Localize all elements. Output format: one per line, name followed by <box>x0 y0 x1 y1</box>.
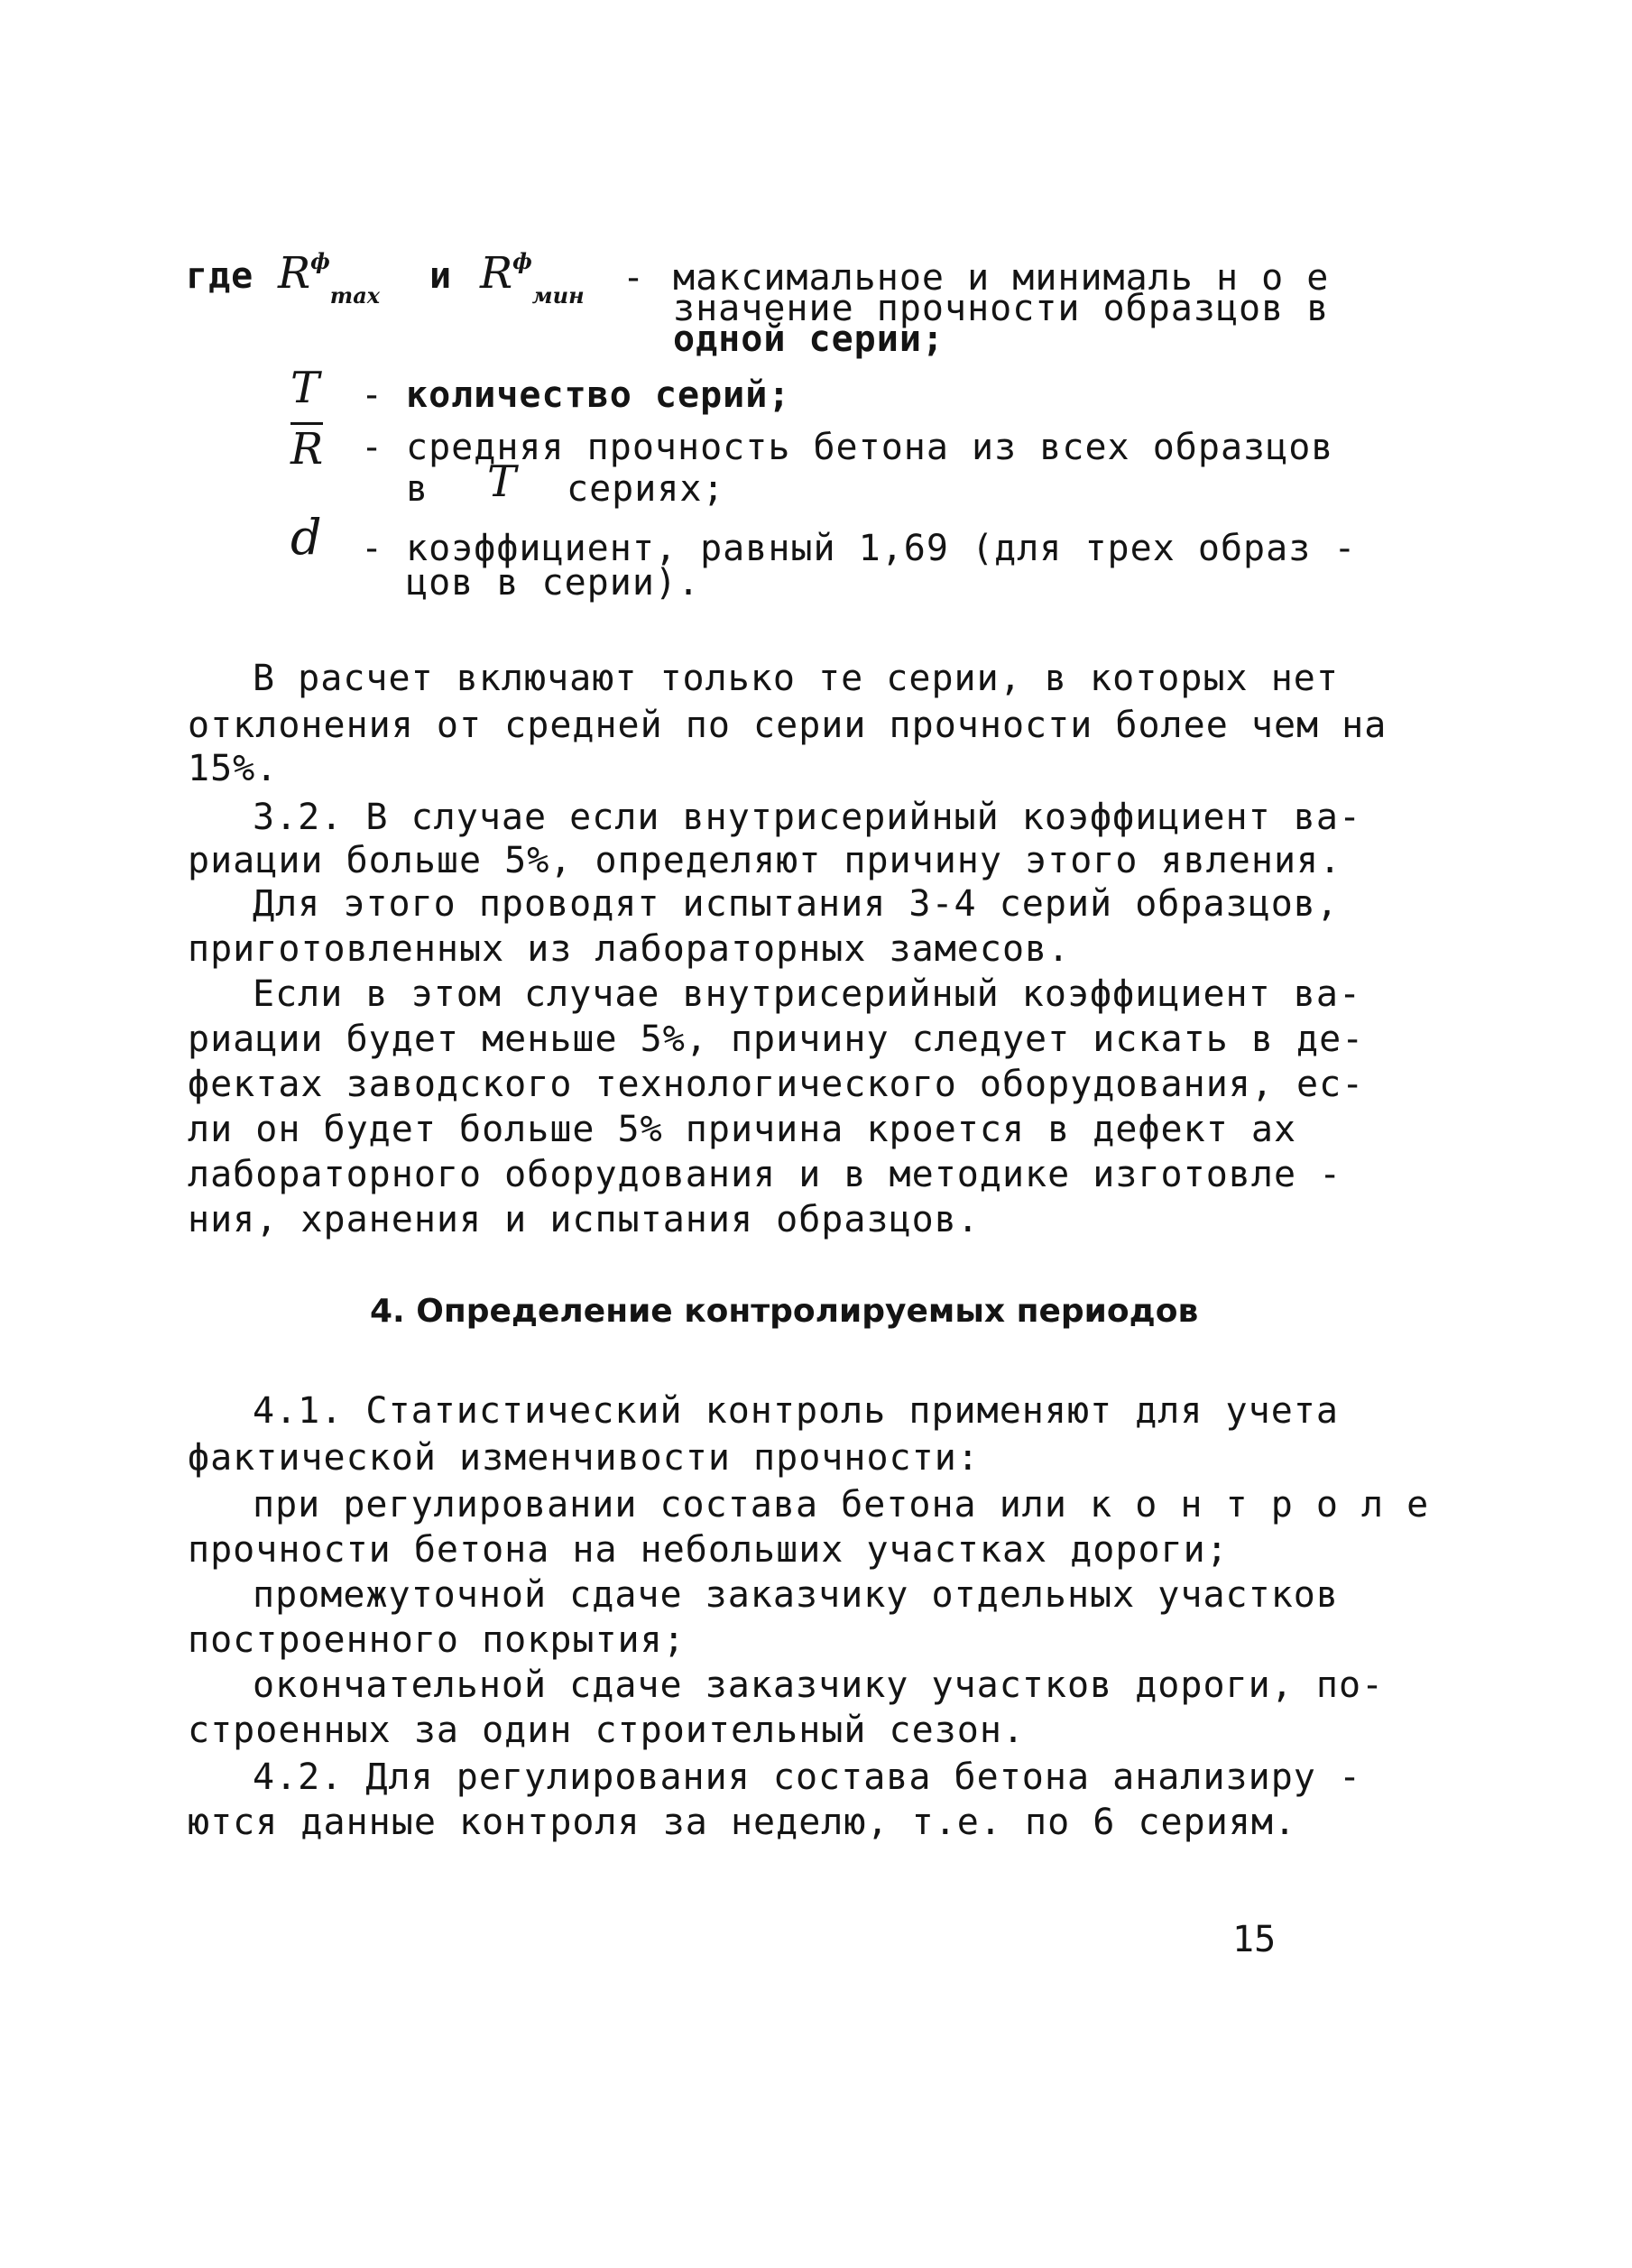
p3-line-2: приготовленных из лабораторных замесов. <box>188 928 1071 970</box>
rbar-line-2-prefix: в <box>406 468 429 510</box>
p41a-line-2: прочности бетона на небольших участках дороги; <box>188 1529 1229 1571</box>
page-number: 15 <box>1232 1919 1277 1960</box>
rmaxmin-line-1: максимальное и минималь н о е <box>673 257 1330 299</box>
p1-line-2: отклонения от средней по серии прочности более чем на <box>188 705 1388 746</box>
r-min-sup: ф <box>512 248 532 274</box>
d-line-2: цов в серии). <box>406 562 701 604</box>
r-min-letter: R <box>480 248 513 299</box>
p4-line-5: лабораторного оборудования и в методике изготовле - <box>188 1154 1342 1195</box>
r-min-sub: мин <box>531 281 585 309</box>
rbar-overline <box>290 422 323 425</box>
p41c-line-1: окончательной сдаче заказчику участков дороги, по- <box>253 1664 1385 1706</box>
section-4-heading: 4. Определение контролируемых периодов <box>370 1293 1199 1330</box>
p41c-line-2: строенных за один строительный сезон. <box>188 1710 1026 1751</box>
rbar-line-2-symbol: T <box>487 456 517 507</box>
p41b-line-1: промежуточной сдаче заказчику отдельных участков <box>253 1574 1339 1616</box>
p1-line-3: 15%. <box>188 748 279 789</box>
r-max-sup: ф <box>310 248 330 274</box>
p41-line-1: 4.1. Статистический контроль применяют для учета <box>253 1390 1339 1432</box>
dash-t: - <box>361 374 384 416</box>
dash-d: - <box>361 528 384 569</box>
where-word: где <box>186 255 254 297</box>
p42-line-2: ются данные контроля за неделю, т.е. по 6 сериям. <box>188 1802 1297 1843</box>
p42-line-1: 4.2. Для регулирования состава бетона анализиру - <box>253 1756 1362 1798</box>
rmaxmin-line-2: значение прочности образцов в <box>673 288 1330 329</box>
dash-rmaxmin: - <box>622 257 646 299</box>
rbar-line-1: средняя прочность бетона из всех образцов <box>406 427 1334 468</box>
p4-line-1: Если в этом случае внутрисерийный коэффициент ва- <box>253 973 1362 1015</box>
p2-line-2: риации больше 5%, определяют причину этого явления. <box>188 840 1342 881</box>
r-max-sub: max <box>329 281 381 309</box>
rbar-letter: R <box>290 424 324 475</box>
p41b-line-2: построенного покрытия; <box>188 1619 686 1661</box>
rmaxmin-line-3: одной серии; <box>673 318 945 360</box>
p3-line-1: Для этого проводят испытания 3-4 серий образцов, <box>253 883 1339 925</box>
r-max-symbol <box>278 244 380 312</box>
conj-and: и <box>429 255 453 297</box>
p41-line-2: фактической изменчивости прочности: <box>188 1437 980 1479</box>
p4-line-6: ния, хранения и испытания образцов. <box>188 1199 980 1240</box>
p4-line-2: риации будет меньше 5%, причину следует искать в де- <box>188 1019 1365 1060</box>
r-max-letter: R <box>278 248 311 299</box>
d-symbol: d <box>290 509 322 566</box>
p4-line-4: ли он будет больше 5% причина кроется в дефект ах <box>188 1109 1297 1150</box>
dash-rbar: - <box>361 427 384 468</box>
p4-line-3: фектах заводского технологического оборудования, ес- <box>188 1064 1365 1105</box>
rbar-symbol <box>290 424 324 475</box>
t-text: количество серий; <box>406 374 791 416</box>
p41a-line-1: при регулировании состава бетона или к о н т р о л е <box>253 1484 1430 1526</box>
d-line-1: коэффициент, равный 1,69 (для трех образ - <box>406 528 1357 569</box>
r-min-symbol <box>480 244 585 312</box>
rbar-line-2-suffix: сериях; <box>567 468 725 510</box>
p1-line-1: В расчет включают только те серии, в которых нет <box>253 658 1339 699</box>
t-symbol: T <box>290 363 320 413</box>
p2-line-1: 3.2. В случае если внутрисерийный коэффициент ва- <box>253 797 1362 838</box>
